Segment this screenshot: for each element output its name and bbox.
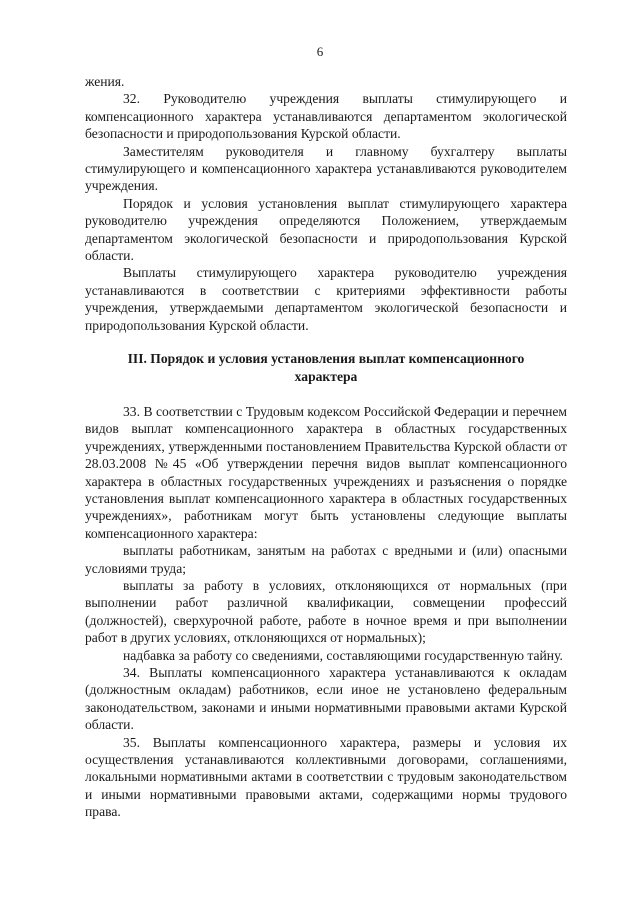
paragraph-32: 32. Руководителю учреждения выплаты стимулирующего и компенсационного характера устанавливаются департаментом экологической безопасности и природопользования Курской области. <box>85 91 567 142</box>
paragraph: выплаты работникам, занятым на работах с вредными и (или) опасными условиями труда; <box>85 543 567 576</box>
paragraph: надбавка за работу со сведениями, составляющими государственную тайну. <box>123 647 563 663</box>
paragraph-33: 33. В соответствии с Трудовым кодексом Российской Федерации и перечнем видов выплат компенсационного характера в областных государственных учреждениях, утвержденными постановлением Правительства Курской области от 28.03.2008 №45 «Об утверждении перечня видов выплат компенсационного характера в областных государственных учреждениях и разъяснения о порядке установления выплат компенсационного характера в областных государственных учреждениях», работникам могут быть установлены следующие выплаты компенсационного характера: <box>85 403 567 541</box>
paragraph: Порядок и условия установления выплат стимулирующего характера руководителю учреждения определяются Положением, утверждаемым департаментом экологической безопасности и природопользования Курской области. <box>85 195 567 264</box>
section-title: III. Порядок и условия установления выплат компенсационного характера <box>127 351 525 384</box>
paragraph: жения. <box>85 74 125 89</box>
paragraph: Выплаты стимулирующего характера руководителю учреждения устанавливаются в соответствии с критериями эффективности работы учреждения, утверждаемыми департаментом экологической безопасности и природопользования Курской области. <box>85 265 567 333</box>
document-body <box>85 73 567 821</box>
paragraph-35: 35. Выплаты компенсационного характера, размеры и условия их осуществления устанавливаются коллективными договорами, соглашениями, локальными нормативными актами в соответствии с трудовым законодательством и иными нормативными правовыми актами, содержащими нормы трудового права. <box>85 734 567 820</box>
paragraph-34: 34. Выплаты компенсационного характера устанавливаются к окладам (должностным окладам) работников, если иное не установлено федеральным законодательством, законами и иными нормативными правовыми актами Курской области. <box>85 665 567 733</box>
paragraph: выплаты за работу в условиях, отклоняющихся от нормальных (при выполнении работ различной квалификации, совмещении профессий (должностей), сверхурочной работе, работе в ночное время и при выполнении работ в других условиях, отклоняющихся от нормальных); <box>85 577 567 646</box>
paragraph: Заместителям руководителя и главному бухгалтеру выплаты стимулирующего и компенсационного характера устанавливаются руководителем учреждения. <box>85 143 567 194</box>
page-number: 6 <box>316 44 324 59</box>
